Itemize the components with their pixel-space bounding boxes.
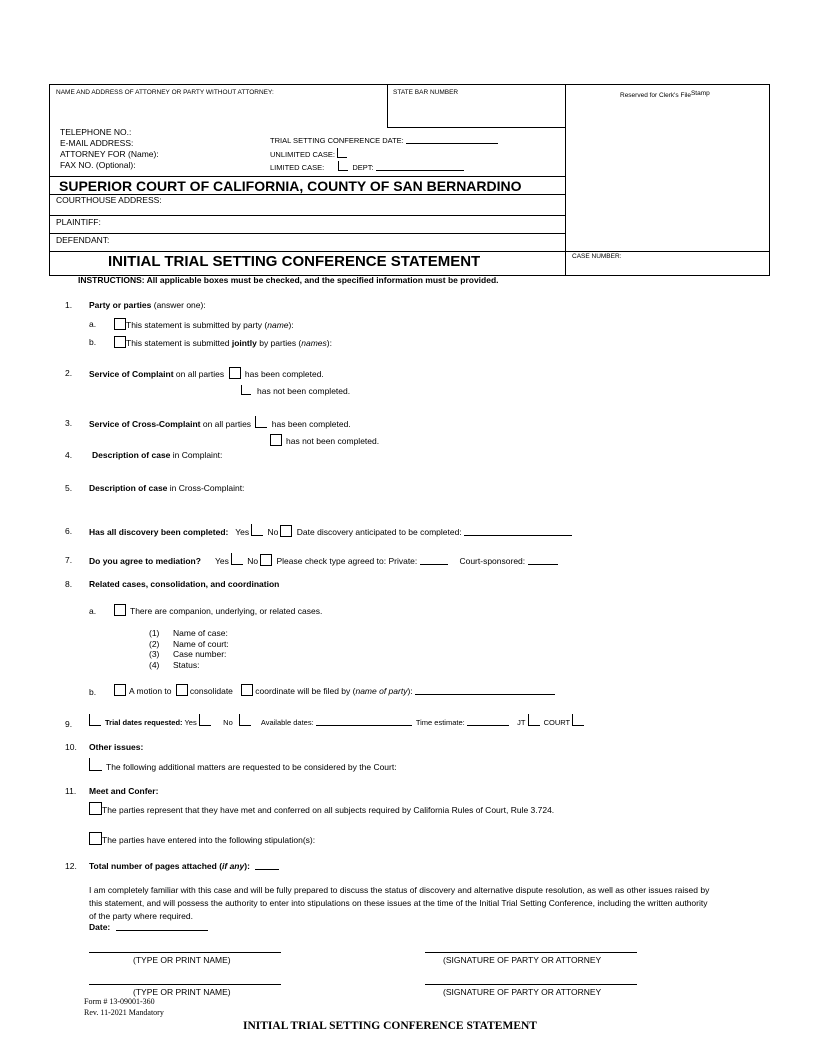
form-number: Form # 13-09001-360 <box>84 997 155 1006</box>
item-12-heading: Total number of pages attached (if any): <box>89 862 279 871</box>
signature-line-1[interactable] <box>425 952 637 953</box>
item-5-number: 5. <box>65 483 73 493</box>
item-7-yes-checkbox[interactable] <box>231 553 243 565</box>
header-line-defendant <box>49 233 565 234</box>
item-6-yes-checkbox[interactable] <box>251 524 263 536</box>
dept-input[interactable] <box>376 170 464 171</box>
item-8-list-4-num: (4) <box>149 660 160 670</box>
limited-case-field: LIMITED CASE: DEPT: <box>270 161 464 172</box>
item-10-option: The following additional matters are requested to be considered by the Court: <box>89 758 397 772</box>
item-8b-party-input[interactable] <box>415 694 555 695</box>
item-2-number: 2. <box>65 368 73 378</box>
item-8b-consolidate-checkbox[interactable] <box>176 684 188 696</box>
attorney-for-label: ATTORNEY FOR (Name): <box>60 149 159 159</box>
item-9-no-checkbox[interactable] <box>239 714 251 726</box>
item-10-number: 10. <box>65 742 77 752</box>
item-12-number: 12. <box>65 861 77 871</box>
item-8b-motion-checkbox[interactable] <box>114 684 126 696</box>
item-9-dates-input[interactable] <box>316 725 412 726</box>
header-line-title <box>49 251 770 252</box>
item-1b-checkbox[interactable] <box>114 336 126 348</box>
item-3-heading: Service of Cross-Complaint on all parties has been completed. <box>89 416 351 429</box>
item-6-row: Has all discovery been completed: Yes No Date discovery anticipated to be completed: <box>89 524 572 537</box>
state-bar-label: STATE BAR NUMBER <box>393 89 459 96</box>
item-7-row: Do you agree to mediation? Yes No Please check type agreed to: Private: Court-sponsored: <box>89 553 558 566</box>
item-9-row: Trial dates requested: Yes No Available dates: Time estimate: JT COURT <box>89 714 586 727</box>
item-3-number: 3. <box>65 418 73 428</box>
item-8b-coordinate-checkbox[interactable] <box>241 684 253 696</box>
item-1-heading: Party or parties (answer one): <box>89 300 206 310</box>
item-9-time-input[interactable] <box>467 725 509 726</box>
unlimited-checkbox[interactable] <box>337 148 347 158</box>
item-9-yes-checkbox[interactable] <box>199 714 211 726</box>
courthouse-label: COURTHOUSE ADDRESS: <box>56 195 162 205</box>
item-3-not-completed: has not been completed. <box>270 434 379 446</box>
clerk-stamp-label: Stamp <box>690 90 710 97</box>
header-line-bar <box>387 127 565 128</box>
item-5-heading: Description of case in Cross-Complaint: <box>89 483 245 493</box>
item-3-completed-checkbox[interactable] <box>255 416 267 428</box>
item-11-met-checkbox[interactable] <box>89 802 102 815</box>
item-7-number: 7. <box>65 555 73 565</box>
item-8-list-2-label: Name of court: <box>173 639 229 649</box>
item-1a-checkbox[interactable] <box>114 318 126 330</box>
form-title: INITIAL TRIAL SETTING CONFERENCE STATEMENT <box>108 253 481 270</box>
instructions: INSTRUCTIONS: All applicable boxes must be checked, and the specified information must be provided. <box>78 275 499 285</box>
print-name-label-2: (TYPE OR PRINT NAME) <box>133 987 231 997</box>
declaration-line-3: of the party where required. <box>89 911 193 921</box>
item-8a-letter: a. <box>89 606 97 616</box>
clerk-label: Reserved for Clerk's FileStamp <box>620 90 710 99</box>
header-divider-clerk <box>565 84 566 276</box>
item-8-list-1-label: Name of case: <box>173 628 228 638</box>
item-3-not-completed-checkbox[interactable] <box>270 434 282 446</box>
item-9-number: 9. <box>65 719 73 729</box>
item-10-heading: Other issues: <box>89 742 144 752</box>
item-8-heading: Related cases, consolidation, and coordination <box>89 579 280 589</box>
item-1a-letter: a. <box>89 319 97 329</box>
item-8a-option: There are companion, underlying, or related cases. <box>114 604 322 616</box>
item-8-list-1-num: (1) <box>149 628 160 638</box>
case-number-label: CASE NUMBER: <box>572 253 622 260</box>
limited-checkbox[interactable] <box>338 161 348 171</box>
fax-label: FAX NO. (Optional): <box>60 160 136 170</box>
item-1b-option: This statement is submitted jointly by parties (names): <box>114 336 332 348</box>
item-11-option-2: The parties have entered into the following stipulation(s): <box>89 832 315 845</box>
item-12-pages-input[interactable] <box>255 869 279 870</box>
item-1b-letter: b. <box>89 337 97 347</box>
telephone-label: TELEPHONE NO.: <box>60 127 132 137</box>
item-2-not-completed: has not been completed. <box>239 385 350 396</box>
item-1a-option: This statement is submitted by party (name): <box>114 318 294 330</box>
date-input[interactable] <box>116 930 208 931</box>
item-2-completed-checkbox[interactable] <box>229 367 241 379</box>
item-8-list-3-label: Case number: <box>173 649 227 659</box>
item-11-heading: Meet and Confer: <box>89 786 159 796</box>
item-9-jt-checkbox[interactable] <box>528 714 540 726</box>
item-9-court-checkbox[interactable] <box>572 714 584 726</box>
header-divider-bar <box>387 84 388 127</box>
item-2-not-completed-checkbox[interactable] <box>241 385 251 395</box>
item-1-number: 1. <box>65 300 73 310</box>
item-11-option-1: The parties represent that they have met and conferred on all subjects required by California Rules of Court, Rule 3.724. <box>89 802 554 815</box>
defendant-label: DEFENDANT: <box>56 235 110 245</box>
item-6-date-input[interactable] <box>464 535 572 536</box>
signature-label-1: (SIGNATURE OF PARTY OR ATTORNEY <box>443 955 602 965</box>
header-line-plaintiff <box>49 215 565 216</box>
signature-label-2: (SIGNATURE OF PARTY OR ATTORNEY <box>443 987 602 997</box>
item-8-list-2-num: (2) <box>149 639 160 649</box>
court-name: SUPERIOR COURT OF CALIFORNIA, COUNTY OF SAN BERNARDINO <box>59 178 522 194</box>
item-6-no-checkbox[interactable] <box>280 525 292 537</box>
dept-label: DEPT: <box>352 163 374 172</box>
item-8a-checkbox[interactable] <box>114 604 126 616</box>
item-10-checkbox[interactable] <box>89 758 102 771</box>
date-field: Date: <box>89 923 208 932</box>
item-11-number: 11. <box>65 786 77 796</box>
print-name-line-2[interactable] <box>89 984 281 985</box>
item-7-private-input[interactable] <box>420 564 448 565</box>
item-6-number: 6. <box>65 526 73 536</box>
item-8b-letter: b. <box>89 687 97 697</box>
revision-label: Rev. 11-2021 Mandatory <box>84 1008 164 1017</box>
header-line-court <box>49 176 565 177</box>
print-name-label-1: (TYPE OR PRINT NAME) <box>133 955 231 965</box>
item-2-heading: Service of Complaint on all parties has been completed. <box>89 369 324 379</box>
footer-title: INITIAL TRIAL SETTING CONFERENCE STATEMENT <box>243 1020 537 1032</box>
item-7-court-sponsored-input[interactable] <box>528 564 558 565</box>
trial-date-field[interactable]: TRIAL SETTING CONFERENCE DATE: <box>270 137 498 145</box>
signature-line-2[interactable] <box>425 984 637 985</box>
email-label: E-MAIL ADDRESS: <box>60 138 134 148</box>
item-7-no-checkbox[interactable] <box>260 554 272 566</box>
item-4-heading: Description of case in Complaint: <box>92 450 223 460</box>
item-8-list-3-num: (3) <box>149 649 160 659</box>
item-9-checkbox[interactable] <box>89 714 101 726</box>
plaintiff-label: PLAINTIFF: <box>56 217 101 227</box>
print-name-line-1[interactable] <box>89 952 281 953</box>
attorney-label: NAME AND ADDRESS OF ATTORNEY OR PARTY WITHOUT ATTORNEY: <box>56 89 274 96</box>
item-8-list-4-label: Status: <box>173 660 200 670</box>
item-8-number: 8. <box>65 579 73 589</box>
item-11-stipulation-checkbox[interactable] <box>89 832 102 845</box>
item-8b-row: A motion to consolidate coordinate will be filed by (name of party): <box>114 684 555 696</box>
unlimited-case-field: UNLIMITED CASE: <box>270 148 349 159</box>
declaration-line-1: I am completely familiar with this case and will be fully prepared to discuss the status of discovery and alternative dispute resolution, as well as other issues raised by <box>89 885 710 895</box>
declaration-line-2: this statement, and will possess the authority to enter into stipulations on these issues at the time of the Initial Trial Setting Conference, including the written authority <box>89 898 708 908</box>
item-4-number: 4. <box>65 450 73 460</box>
